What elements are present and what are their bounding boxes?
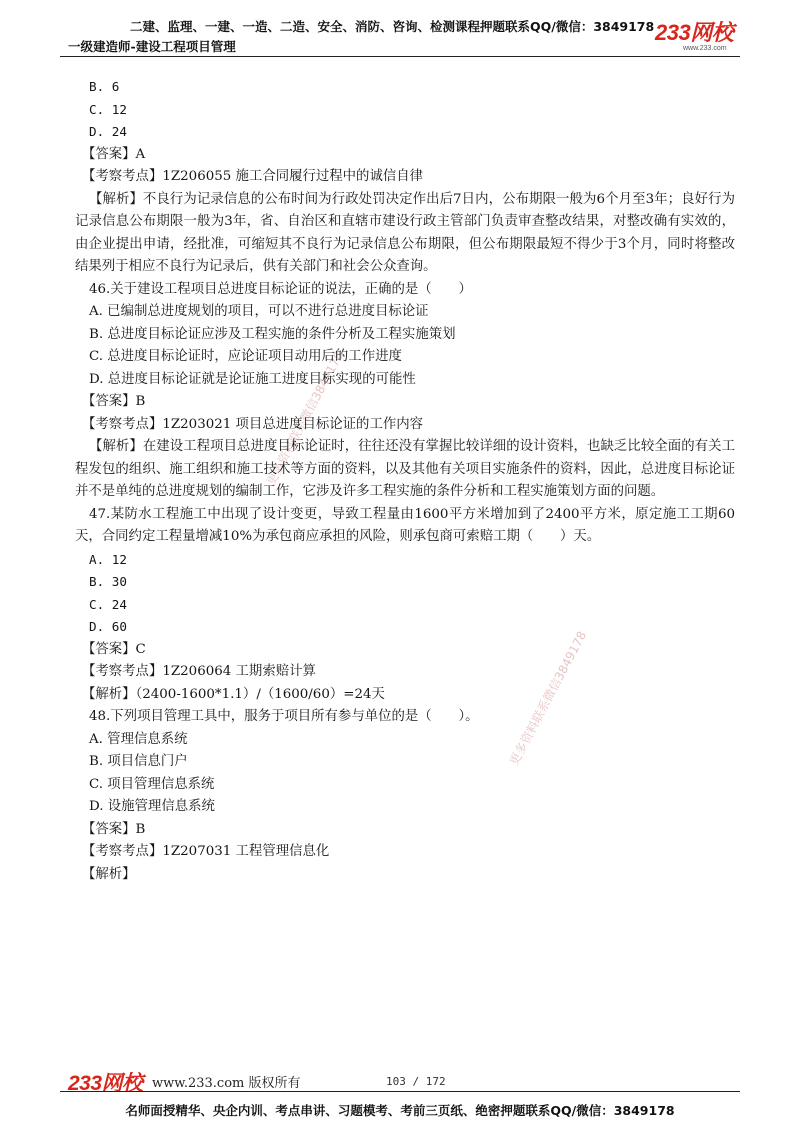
q48-option-b: B. 项目信息门户 bbox=[89, 754, 188, 769]
q47-point: 【考察考点】1Z206064 工期索赔计算 bbox=[82, 664, 316, 679]
q48-option-d: D. 设施管理信息系统 bbox=[89, 799, 215, 814]
header-promo-text: 二建、监理、一建、一造、二造、安全、消防、咨询、检测课程押题联系QQ/微信：3849178 bbox=[130, 19, 655, 34]
q46-option-c: C. 总进度目标论证时，应论证项目动用后的工作进度 bbox=[89, 349, 402, 364]
header-divider bbox=[60, 56, 740, 57]
q47-answer: 【答案】C bbox=[82, 641, 146, 657]
document-body bbox=[75, 76, 735, 886]
watermark-1: 更多资料联系微信3849178 bbox=[263, 348, 347, 488]
q48-option-c: C. 项目管理信息系统 bbox=[89, 776, 215, 792]
q47-option-a: A. 12 bbox=[89, 551, 127, 567]
q45-answer: 【答案】A bbox=[82, 146, 146, 162]
footer-divider bbox=[60, 1091, 740, 1092]
q48-analysis: 【解析】 bbox=[82, 866, 136, 882]
header-subject-title: 一级建造师-建设工程项目管理 bbox=[68, 39, 236, 54]
q47-option-d: D. 60 bbox=[89, 619, 127, 634]
q48-option-a: A. 管理信息系统 bbox=[89, 731, 188, 747]
q45-analysis: 【解析】不良行为记录信息的公布时间为行政处罚决定作出后7日内，公布期限一般为6个月至3年；良好行为记录信息公布期限一般为3年，省、自治区和直辖市建设行政主管部门负责审查整改结果，对整改确有实效的，由企业提出申请，经批准，可缩短其不良行为记录信息公布期限，但公布期限最短不得少于3个月，同时将整改结果列于相应不良行为记录后，供有关部门和社会公众查询。 bbox=[75, 191, 735, 274]
q45-point: 【考察考点】1Z206055 施工合同履行过程中的诚信自律 bbox=[82, 169, 424, 184]
q46-analysis: 【解析】在建设工程项目总进度目标论证时，往往还没有掌握比较详细的设计资料，也缺乏比较全面的有关工程发包的组织、施工组织和施工技术等方面的资料，以及其他有关项目实施条件的资料，因此，总进度目标论证并不是单纯的总进度规划的编制工作，它涉及许多工程实施的条件分析和工程实施策划方面的问题。 bbox=[75, 439, 735, 499]
page-number: 103 / 172 bbox=[386, 1075, 446, 1088]
footer-promo-text: 名师面授精华、央企内训、考点串讲、习题模考、考前三页纸、绝密押题联系QQ/微信：3849178 bbox=[125, 1103, 675, 1118]
q46-option-a: A. 已编制总进度规划的项目，可以不进行总进度目标论证 bbox=[89, 304, 429, 319]
q46-stem: 46.关于建设工程项目总进度目标论证的说法，正确的是（ ） bbox=[89, 281, 472, 297]
q45-option-d: D. 24 bbox=[89, 124, 127, 139]
q46-answer: 【答案】B bbox=[82, 394, 146, 409]
watermark-2: 更多资料联系微信3849178 bbox=[506, 628, 590, 768]
q47-stem: 47.某防水工程施工中出现了设计变更，导致工程量由1600平方米增加到了2400平方米，原定施工工期60天，合同约定工程量增减10%为承包商应承担的风险，则承包商可索赔工期（ ）天。 bbox=[75, 506, 735, 544]
footer-site-copyright: www.233.com 版权所有 bbox=[152, 1076, 301, 1091]
q46-option-d: D. 总进度目标论证就是论证施工进度目标实现的可能性 bbox=[89, 371, 416, 387]
q45-option-b: B. 6 bbox=[89, 79, 120, 94]
q48-answer: 【答案】B bbox=[82, 821, 146, 837]
brand-logo-text: 233网校 bbox=[655, 20, 734, 45]
q47-analysis: 【解析】（2400-1600*1.1）/（1600/60）=24天 bbox=[82, 686, 385, 702]
brand-logo bbox=[655, 22, 740, 58]
q47-option-b: B. 30 bbox=[89, 574, 127, 589]
footer-brand-logo: 233网校 bbox=[68, 1072, 143, 1095]
q48-stem: 48.下列项目管理工具中，服务于项目所有参与单位的是（ ）。 bbox=[89, 709, 479, 724]
brand-logo-url: www.233.com bbox=[683, 45, 727, 52]
q48-point: 【考察考点】1Z207031 工程管理信息化 bbox=[82, 844, 330, 859]
q45-option-c: C. 12 bbox=[89, 101, 127, 117]
q47-option-c: C. 24 bbox=[89, 596, 127, 612]
q46-option-b: B. 总进度目标论证应涉及工程实施的条件分析及工程实施策划 bbox=[89, 326, 456, 342]
q46-point: 【考察考点】1Z203021 项目总进度目标论证的工作内容 bbox=[82, 416, 424, 432]
